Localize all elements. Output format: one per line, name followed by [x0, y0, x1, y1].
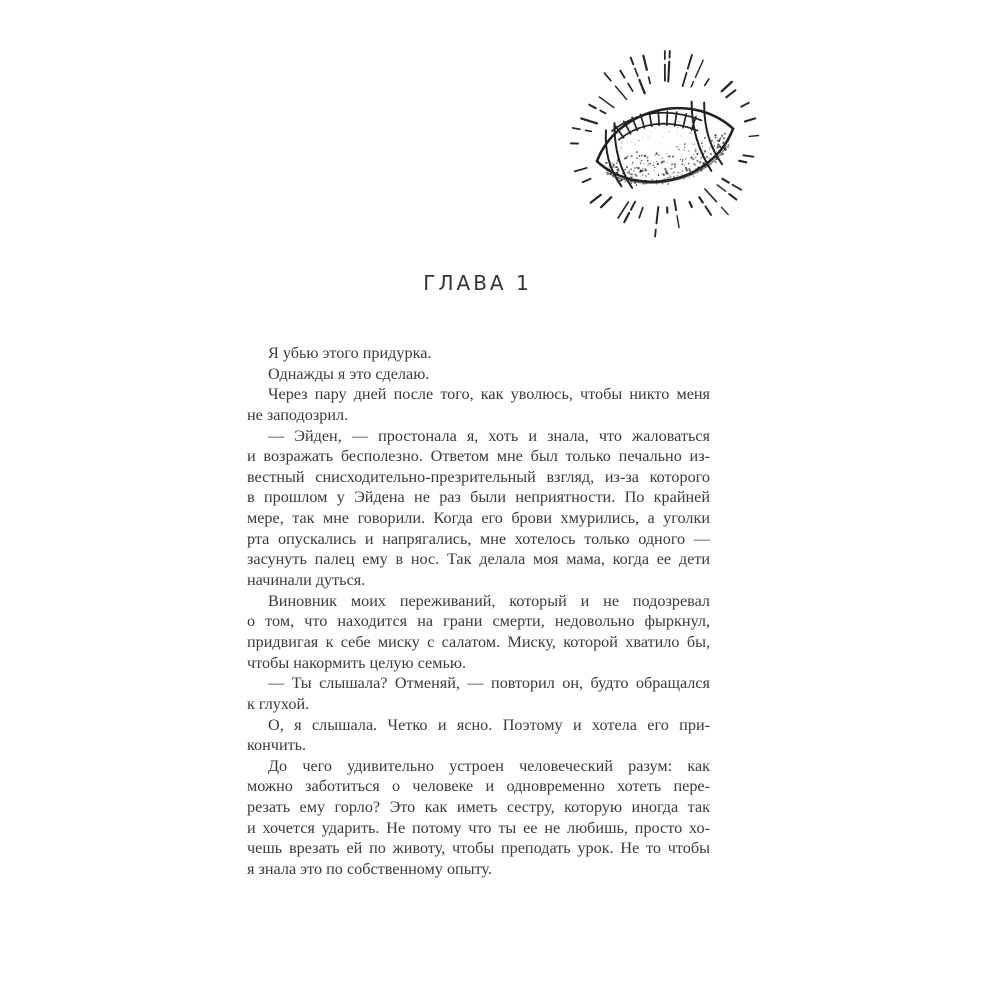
- text-line: Я убью этого придурка.: [268, 344, 432, 362]
- text-line: О, я слышала. Четко и ясно. Поэтому и хотела его при-: [268, 715, 710, 734]
- text-line: я знала это по собственному опыту.: [247, 860, 492, 879]
- body-text: [247, 343, 710, 880]
- text-line: Однажды я это сделаю.: [268, 364, 430, 383]
- text-line: и хочется ударить. Не потому что ты ее не любишь, просто хо-: [247, 818, 710, 837]
- text-line: — Ты слышала? Отменяй, — повторил он, будто обращался: [268, 674, 710, 693]
- text-line: мере, так мне говорили. Когда его брови хмурились, а уголки: [247, 509, 710, 528]
- paragraph: [247, 756, 710, 880]
- text-line: можно заботиться о человеке и одновременно хотеть пере-: [247, 777, 710, 796]
- text-line: вестный снисходительно-презрительный взгляд, из-за которого: [247, 467, 710, 486]
- paragraph: [247, 384, 710, 425]
- text-line: Виновник моих переживаний, который и не подозревал: [268, 591, 710, 610]
- paragraph: [247, 426, 710, 591]
- text-line: в прошлом у Эйдена не раз были неприятности. По крайней: [247, 488, 710, 507]
- text-line: рта опускались и напрягались, мне хотелось только одного —: [247, 529, 710, 548]
- text-line: До чего удивительно устроен человеческий разум: как: [268, 756, 710, 775]
- text-line: не заподозрил.: [247, 405, 349, 424]
- paragraph: [247, 364, 710, 385]
- text-line: и возражать бесполезно. Ответом мне был только печально из-: [247, 447, 710, 466]
- text-line: — Эйден, — простонала я, хоть и знала, что жаловаться: [268, 426, 710, 445]
- paragraph: [247, 673, 710, 714]
- text-line: чтобы накормить целую семью.: [247, 653, 466, 672]
- text-line: начинали дуться.: [247, 571, 366, 590]
- text-line: засунуть палец ему в нос. Так делала моя мама, когда ее дети: [247, 550, 710, 569]
- text-line: кончить.: [247, 736, 307, 755]
- paragraph: [247, 343, 710, 364]
- chapter-heading: ГЛАВА 1: [423, 271, 532, 296]
- text-line: придвигая к себе миску с салатом. Миску, которой хватило бы,: [247, 632, 710, 651]
- paragraph: [247, 715, 710, 756]
- text-line: чешь врезать ей по животу, чтобы преподать урок. Не то чтобы: [247, 839, 710, 858]
- football-illustration: [565, 45, 765, 245]
- paragraph: [247, 591, 710, 674]
- text-line: резать ему горло? Это как иметь сестру, которую иногда так: [247, 798, 710, 817]
- text-line: о том, что находится на грани смерти, недовольно фыркнул,: [247, 612, 710, 631]
- text-line: к глухой.: [247, 694, 310, 713]
- text-line: Через пару дней после того, как уволюсь, чтобы никто меня: [268, 385, 710, 404]
